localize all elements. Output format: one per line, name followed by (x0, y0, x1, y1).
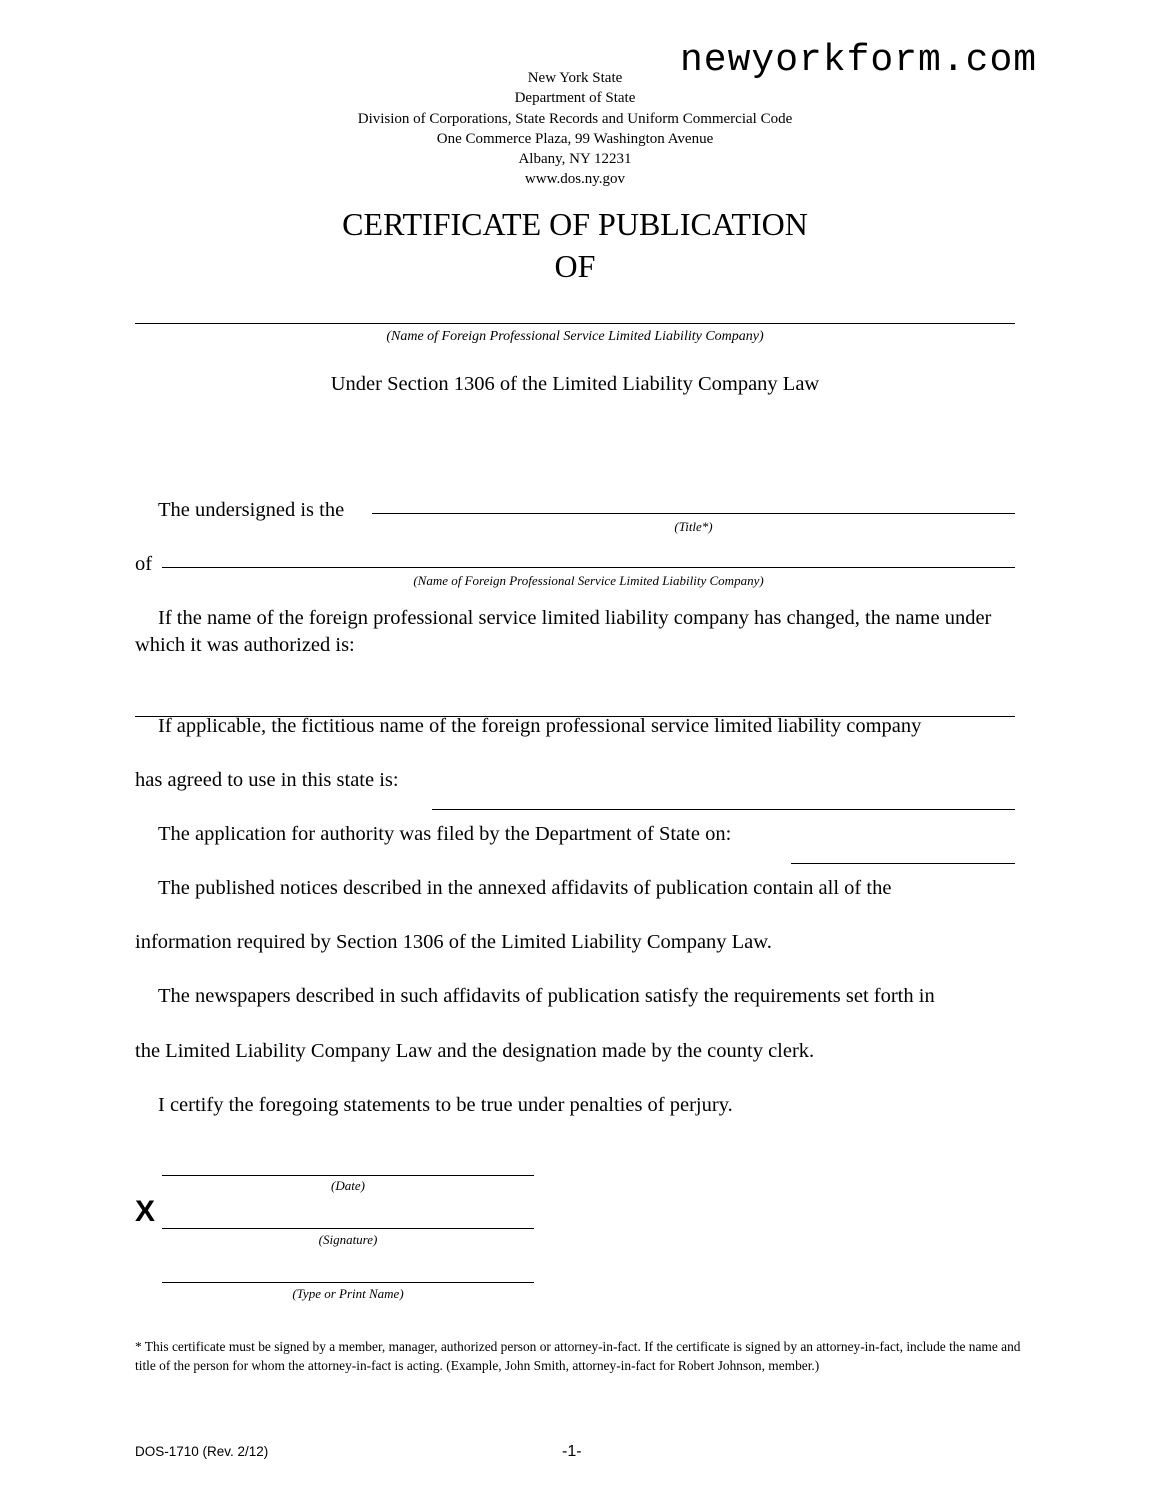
signature-field[interactable] (162, 1228, 534, 1229)
page-number: -1- (562, 1443, 582, 1460)
agency-header (0, 68, 1150, 190)
newspapers-line-1: The newspapers described in such affidavits of publication satisfy the requirements set forth in (158, 985, 935, 1007)
fictitious-name-line-1: If applicable, the fictitious name of the foreign professional service limited liability company (158, 715, 922, 737)
print-name-field[interactable] (162, 1282, 534, 1283)
watermark-text: newyorkform.com (680, 39, 1038, 82)
certification-statement: I certify the foregoing statements to be true under penalties of perjury. (158, 1094, 733, 1116)
notices-line-1: The published notices described in the annexed affidavits of publication contain all of the (158, 877, 892, 899)
title-line-2: OF (554, 248, 596, 284)
fictitious-name-field[interactable] (432, 809, 1015, 810)
date-field[interactable] (162, 1175, 534, 1176)
title-caption: (Title*) (674, 519, 713, 534)
undersigned-label: The undersigned is the (158, 499, 345, 521)
company-name-field-2[interactable] (162, 567, 1015, 568)
print-name-caption: (Type or Print Name) (292, 1286, 404, 1301)
date-caption: (Date) (331, 1178, 365, 1193)
header-division: Division of Corporations, State Records and Uniform Commercial Code (357, 110, 793, 127)
header-state: New York State (527, 70, 623, 86)
application-filed-text: The application for authority was filed by the Department of State on: (158, 823, 732, 845)
company-name-caption-small: (Name of Foreign Professional Service Limited Liability Company) (413, 573, 764, 588)
header-city: Albany, NY 12231 (518, 151, 632, 168)
company-name-caption: (Name of Foreign Professional Service Limited Liability Company) (386, 329, 764, 344)
signature-caption: (Signature) (318, 1232, 378, 1247)
of-label: of (135, 553, 153, 575)
header-department: Department of State (514, 90, 636, 107)
header-website: www.dos.ny.gov (524, 171, 626, 188)
notices-line-2: information required by Section 1306 of the Limited Liability Company Law. (135, 931, 772, 953)
title-line-1: CERTIFICATE OF PUBLICATION (342, 206, 808, 242)
filing-date-field[interactable] (791, 863, 1015, 864)
newspapers-line-2: the Limited Liability Company Law and the designation made by the county clerk. (135, 1040, 815, 1062)
name-changed-paragraph: If the name of the foreign professional service limited liability company has changed, the name under which it was authorized is: (135, 607, 992, 656)
signature-x-mark: X (135, 1195, 156, 1228)
document-title (0, 203, 1150, 287)
fictitious-name-line-2: has agreed to use in this state is: (135, 769, 399, 791)
section-reference: Under Section 1306 of the Limited Liability Company Law (330, 373, 820, 395)
footnote: * This certificate must be signed by a member, manager, authorized person or attorney-in-fact. If the certificate is signed by an attorney-in-fact, include the name and title of the person for whom the attorney-in-fact is acting. (Example, John Smith, attorney-in-fact for Robert Johnson, member.) (135, 1339, 1021, 1373)
title-field[interactable] (372, 513, 1015, 514)
company-name-field[interactable] (135, 323, 1015, 324)
form-number: DOS-1710 (Rev. 2/12) (135, 1444, 269, 1459)
header-address: One Commerce Plaza, 99 Washington Avenue (436, 130, 714, 147)
